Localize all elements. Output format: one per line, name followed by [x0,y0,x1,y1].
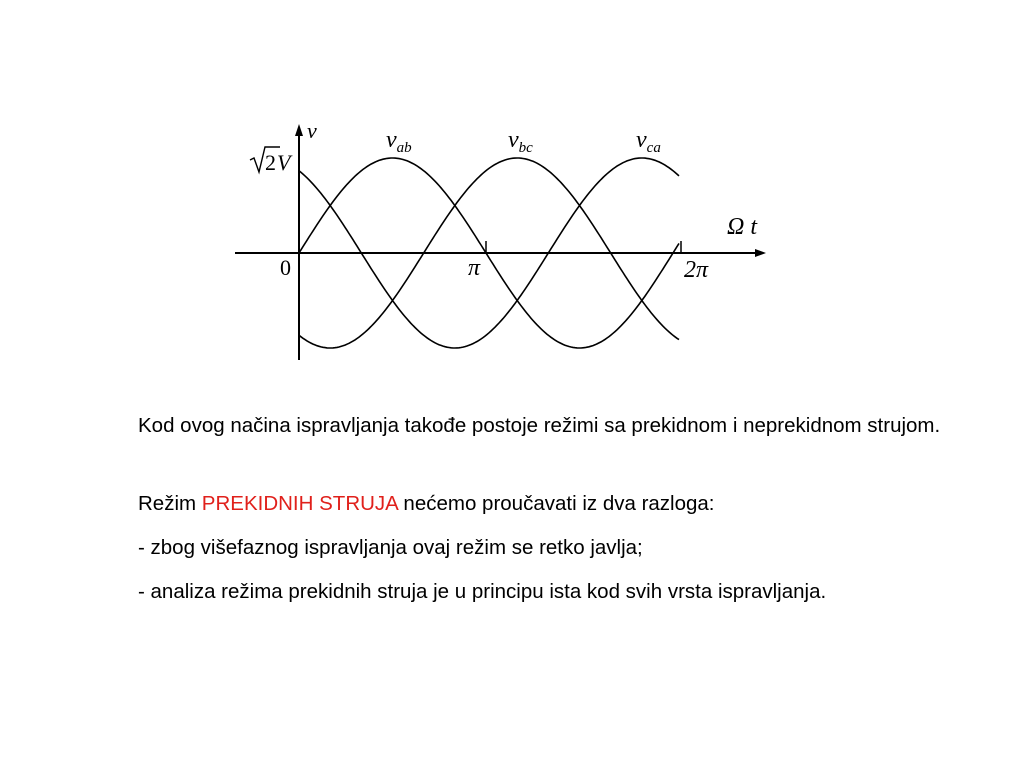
x-axis-arrow [755,249,766,257]
vbc-label: vbc [508,127,533,156]
y-axis-label: v [307,118,317,143]
omega-t-label: Ω t [727,214,758,240]
two-pi-label: 2π [684,257,709,283]
svg-text:2: 2 [265,150,276,175]
paragraph-2-end: nećemo proučavati iz dva razloga: [397,492,715,515]
paragraph-1: Kod ovog načina ispravljanja takođe postoje režimi sa prekidnom i neprekidnom strujom. [138,414,941,437]
y-axis-arrow [295,124,303,136]
paragraph-3: - zbog višefaznog ispravljanja ovaj režim se retko javlja; [138,536,643,559]
amplitude-label [250,147,293,175]
vab-label: vab [386,127,412,156]
paragraph-2-start: Režim [138,492,202,515]
paragraph-4: - analiza režima prekidnih struja je u principu ista kod svih vrsta ispravljanja. [138,580,827,603]
pi-label: π [468,255,481,281]
highlight-prekidnih-struja: PREKIDNIH STRUJA [201,492,398,515]
svg-text:V: V [277,150,291,175]
vca-label: vca [636,127,661,156]
origin-label: 0 [280,255,291,280]
paragraph-2 [36,488,956,520]
